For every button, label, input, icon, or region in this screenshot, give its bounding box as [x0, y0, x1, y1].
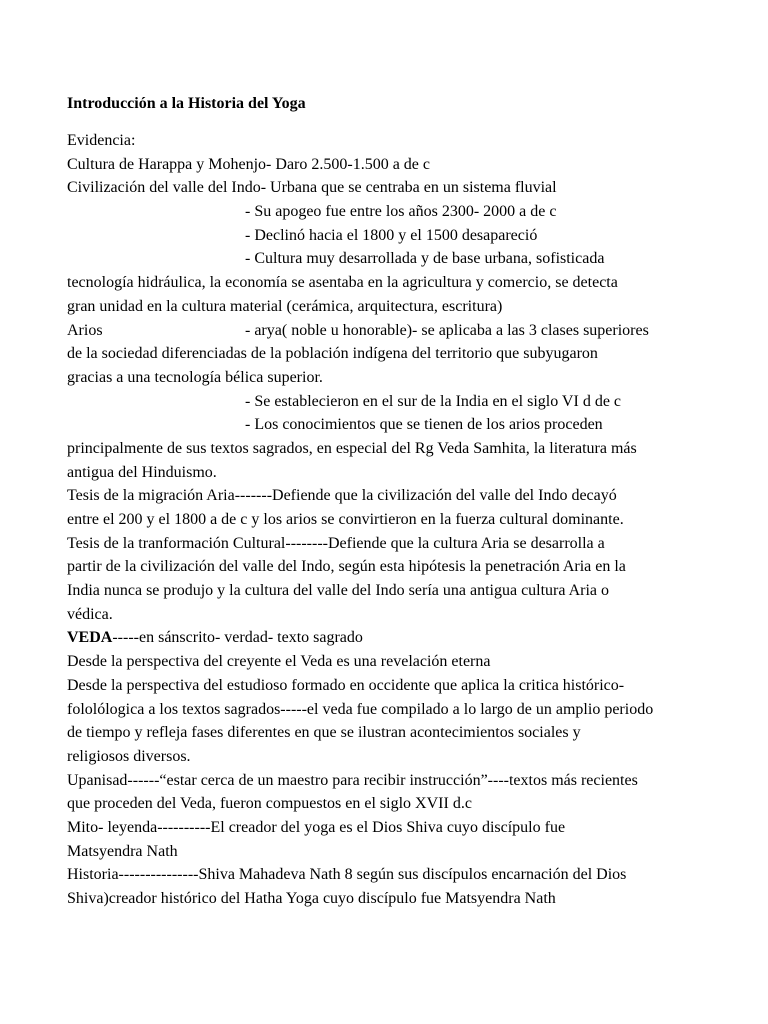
text-line: de la sociedad diferenciadas de la población indígena del territorio que subyugaron — [67, 345, 598, 363]
veda-heading: VEDA — [67, 629, 113, 647]
document-title: Introducción a la Historia del Yoga — [67, 95, 306, 112]
document-body — [67, 129, 707, 911]
text-line: fololólogica a los textos sagrados-----el veda fue compilado a lo largo de un amplio periodo — [67, 700, 654, 718]
text-line-arios — [67, 319, 707, 343]
text-line: religiosos diversos. — [67, 747, 191, 765]
text-line-indented: - Los conocimientos que se tienen de los arios proceden — [245, 416, 603, 434]
text-line: partir de la civilización del valle del Indo, según esta hipótesis la penetración Aria en la — [67, 558, 626, 576]
text-line-indented: - Declinó hacia el 1800 y el 1500 desapareció — [245, 226, 538, 244]
text-line: Historia---------------Shiva Mahadeva Nath 8 según sus discípulos encarnación del Dios — [67, 866, 627, 884]
text-line: entre el 200 y el 1800 a de c y los arios se convirtieron en la fuerza cultural dominante. — [67, 511, 624, 528]
text-line: Tesis de la tranformación Cultural--------Defiende que la cultura Aria se desarrolla a — [67, 534, 605, 552]
text-line: tecnología hidráulica, la economía se asentaba en la agricultura y comercio, se detecta — [67, 274, 618, 292]
text-line-indented: - Su apogeo fue entre los años 2300- 2000 a de c — [245, 203, 557, 221]
text-line: principalmente de sus textos sagrados, en especial del Rg Veda Samhita, la literatura más — [67, 439, 637, 457]
arios-text: - arya( noble u honorable)- se aplicaba a las 3 clases superiores — [245, 321, 649, 339]
text-line: Cultura de Harappa y Mohenjo- Daro 2.500-1.500 a de c — [67, 155, 430, 173]
text-line: Desde la perspectiva del estudioso formado en occidente que aplica la critica histórico- — [67, 676, 625, 694]
text-line: gracias a una tecnología bélica superior. — [67, 368, 323, 386]
veda-text: -----en sánscrito- verdad- texto sagrado — [112, 629, 363, 647]
text-line-indented: - Se establecieron en el sur de la India en el siglo VI d de c — [245, 392, 622, 410]
text-line: védica. — [67, 605, 113, 623]
text-line: Mito- leyenda----------El creador del yoga es el Dios Shiva cuyo discípulo fue — [67, 818, 566, 836]
text-line-indented: - Cultura muy desarrollada y de base urbana, sofisticada — [245, 250, 605, 268]
text-line: Upanisad------“estar cerca de un maestro para recibir instrucción”----textos más recientes — [67, 771, 638, 789]
text-line-evidencia: Evidencia: — [67, 132, 136, 149]
text-line: Desde la perspectiva del creyente el Veda es una revelación eterna — [67, 653, 491, 671]
text-line: de tiempo y refleja fases diferentes en que se ilustran acontecimientos sociales y — [67, 724, 581, 742]
text-line: Shiva)creador histórico del Hatha Yoga cuyo discípulo fue Matsyendra Nath — [67, 890, 556, 907]
arios-label: Arios — [67, 321, 103, 339]
text-line: antigua del Hinduismo. — [67, 463, 217, 481]
text-line: Matsyendra Nath — [67, 842, 178, 860]
text-line: gran unidad en la cultura material (cerámica, arquitectura, escritura) — [67, 297, 503, 315]
text-line: India nunca se produjo y la cultura del valle del Indo sería una antigua cultura Aria o — [67, 582, 610, 600]
text-line: que proceden del Veda, fueron compuestos en el siglo XVII d.c — [67, 795, 472, 813]
text-line: Tesis de la migración Aria-------Defiende que la civilización del valle del Indo decayó — [67, 487, 617, 505]
text-line-veda — [67, 626, 707, 650]
text-line: Civilización del valle del Indo- Urbana que se centraba en un sistema fluvial — [67, 179, 557, 197]
